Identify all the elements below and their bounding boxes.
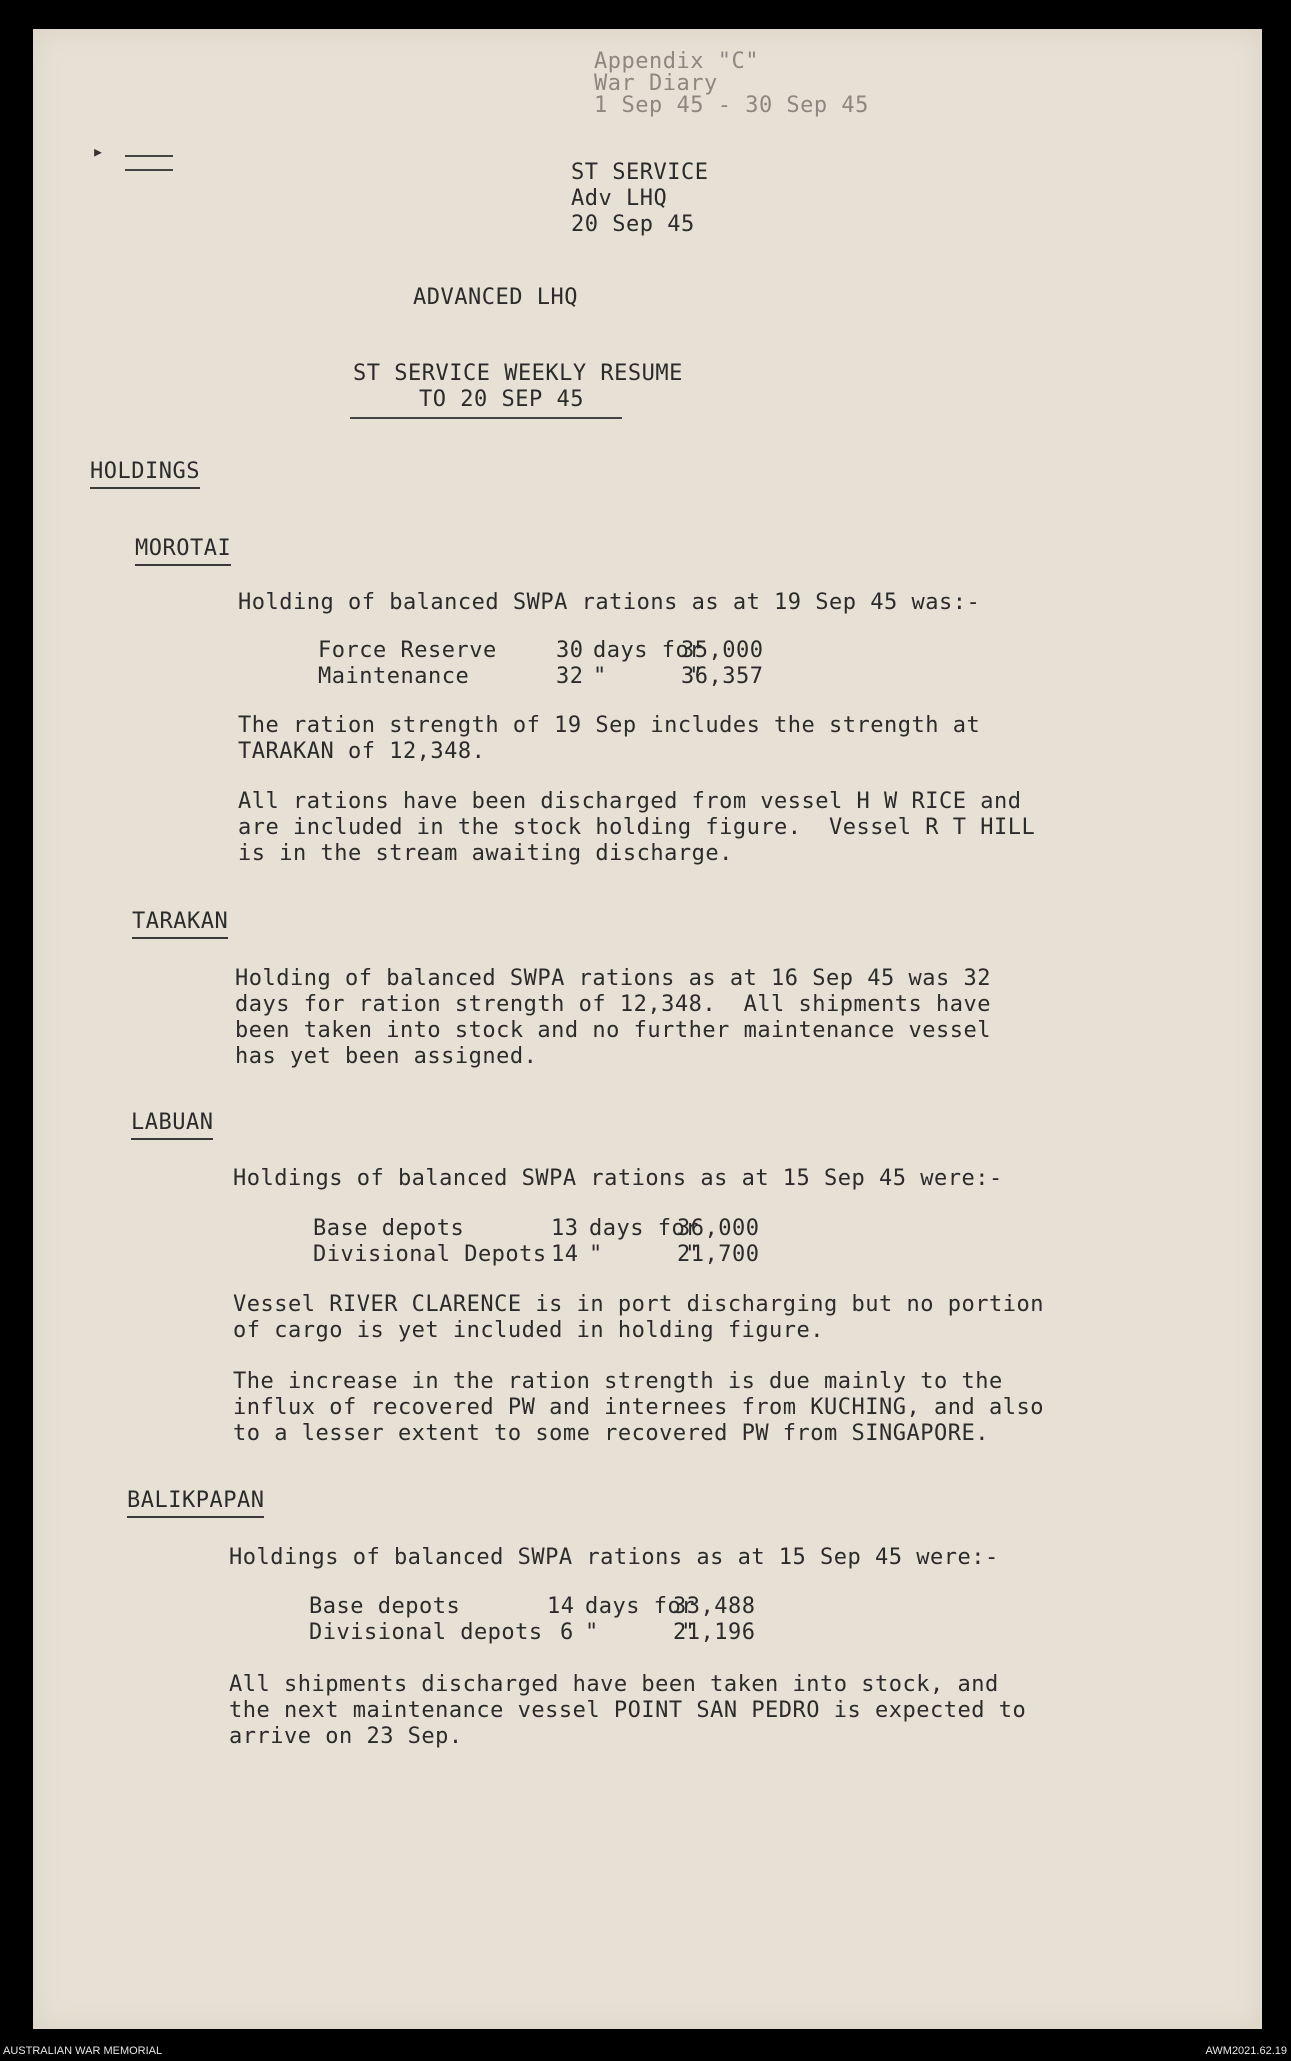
stamp-appendix: Appendix "C"	[594, 49, 759, 74]
morotai-paragraph-line: TARAKAN of 12,348.	[238, 739, 486, 764]
labuan-row-qty: 21,700	[677, 1242, 760, 1267]
labuan-row-label: Divisional Depots	[313, 1242, 547, 1267]
balikpapan-row-days: 14	[547, 1594, 575, 1619]
balikpapan-row-days: 6	[560, 1620, 574, 1645]
labuan-row-label: Base depots	[313, 1216, 465, 1241]
morotai-intro: Holding of balanced SWPA rations as at 19 Sep 45 was:-	[238, 590, 981, 615]
location-heading-labuan: LABUAN	[131, 1110, 213, 1140]
tarakan-paragraph-line: been taken into stock and no further maintenance vessel	[235, 1018, 991, 1043]
labuan-row-unit: " "	[589, 1242, 699, 1267]
balikpapan-row-unit: " "	[585, 1620, 695, 1645]
morotai-row-qty: 36,357	[681, 664, 764, 689]
labuan-paragraph-line: influx of recovered PW and internees from KUCHING, and also	[233, 1395, 1044, 1420]
balikpapan-row-label: Base depots	[309, 1594, 461, 1619]
labuan-row-days: 13	[551, 1216, 579, 1241]
labuan-row-qty: 36,000	[677, 1216, 760, 1241]
balikpapan-paragraph-line: the next maintenance vessel POINT SAN PEDRO is expected to	[229, 1698, 1027, 1723]
archive-credit: AUSTRALIAN WAR MEMORIAL	[3, 2045, 163, 2057]
labuan-paragraph-line: of cargo is yet included in holding figure.	[233, 1318, 825, 1343]
title-underline	[350, 417, 622, 419]
margin-dash	[125, 155, 173, 157]
labuan-paragraph-line: to a lesser extent to some recovered PW from SINGAPORE.	[233, 1421, 989, 1446]
tarakan-paragraph-line: Holding of balanced SWPA rations as at 16 Sep 45 was 32	[235, 966, 991, 991]
labuan-row-days: 14	[551, 1242, 579, 1267]
document-page	[33, 29, 1262, 2029]
labuan-row-unit: days for	[589, 1216, 699, 1241]
balikpapan-paragraph-line: arrive on 23 Sep.	[229, 1724, 463, 1749]
morotai-paragraph-line: is in the stream awaiting discharge.	[238, 841, 733, 866]
balikpapan-intro: Holdings of balanced SWPA rations as at 15 Sep 45 were:-	[229, 1545, 999, 1570]
balikpapan-row-label: Divisional depots	[309, 1620, 543, 1645]
tarakan-paragraph-line: days for ration strength of 12,348. All shipments have	[235, 992, 991, 1017]
morotai-row-unit: " "	[593, 664, 703, 689]
tarakan-paragraph-line: has yet been assigned.	[235, 1044, 538, 1069]
section-heading-holdings: HOLDINGS	[90, 459, 200, 489]
margin-dash	[125, 169, 173, 171]
morotai-paragraph-line: are included in the stock holding figure. Vessel R T HILL	[238, 815, 1036, 840]
archive-reference: AWM2021.62.19	[1205, 2045, 1287, 2057]
labuan-paragraph-line: The increase in the ration strength is due mainly to the	[233, 1369, 1003, 1394]
morotai-row-qty: 35,000	[681, 638, 764, 663]
document-title: ST SERVICE WEEKLY RESUME	[353, 361, 683, 386]
labuan-intro: Holdings of balanced SWPA rations as at 15 Sep 45 were:-	[233, 1166, 1003, 1191]
balikpapan-paragraph-line: All shipments discharged have been taken into stock, and	[229, 1672, 999, 1697]
document-subtitle: TO 20 SEP 45	[419, 387, 584, 412]
origin-unit: ST SERVICE	[571, 160, 709, 185]
hole-punch-mark: ▸	[92, 139, 105, 163]
balikpapan-row-qty: 21,196	[673, 1620, 756, 1645]
labuan-paragraph-line: Vessel RIVER CLARENCE is in port discharging but no portion	[233, 1292, 1044, 1317]
morotai-paragraph-line: All rations have been discharged from vessel H W RICE and	[238, 789, 1022, 814]
morotai-row-days: 30	[556, 638, 584, 663]
location-heading-tarakan: TARAKAN	[132, 909, 228, 939]
morotai-row-unit: days for	[593, 638, 703, 663]
location-heading-balikpapan: BALIKPAPAN	[127, 1488, 264, 1518]
location-heading-morotai: MOROTAI	[135, 536, 231, 566]
stamp-dates: 1 Sep 45 - 30 Sep 45	[594, 93, 869, 118]
balikpapan-row-unit: days for	[585, 1594, 695, 1619]
document-heading: ADVANCED LHQ	[413, 285, 578, 310]
morotai-row-days: 32	[556, 664, 584, 689]
balikpapan-row-qty: 33,488	[673, 1594, 756, 1619]
morotai-paragraph-line: The ration strength of 19 Sep includes the strength at	[238, 713, 981, 738]
stamp-war-diary: War Diary	[594, 71, 718, 96]
origin-date: 20 Sep 45	[571, 212, 695, 237]
morotai-row-label: Maintenance	[318, 664, 470, 689]
morotai-row-label: Force Reserve	[318, 638, 497, 663]
origin-hq: Adv LHQ	[571, 186, 668, 211]
